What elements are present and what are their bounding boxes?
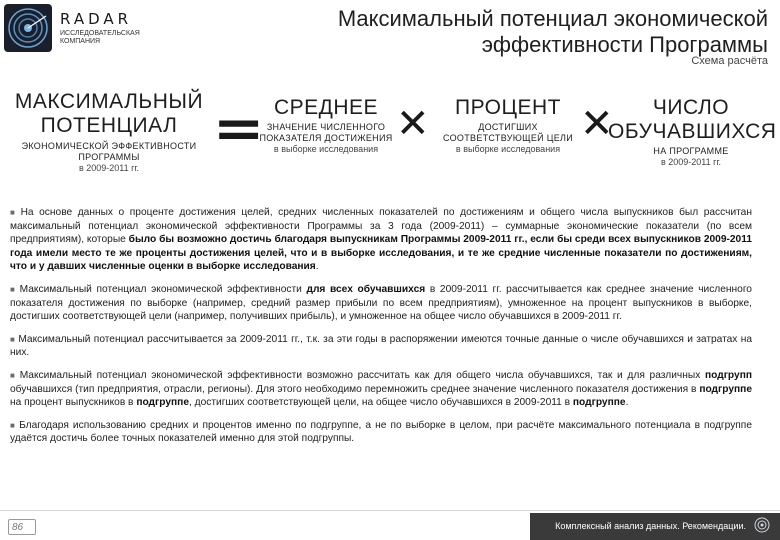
term-period: в 2009-2011 гг. bbox=[78, 163, 140, 173]
formula-term-max-potential bbox=[4, 90, 214, 174]
bullet-icon: ■ bbox=[10, 420, 17, 430]
bullet-icon: ■ bbox=[10, 334, 16, 344]
term-title: ПРОЦЕНТ bbox=[454, 96, 561, 119]
term-period: в выборке исследования bbox=[273, 144, 379, 154]
formula-term-percent bbox=[438, 96, 578, 155]
term-period: в выборке исследования bbox=[455, 144, 561, 154]
explanation-text bbox=[10, 206, 752, 455]
term-period: в 2009-2011 гг. bbox=[660, 157, 722, 167]
page-subtitle: Схема расчёта bbox=[691, 55, 768, 67]
paragraph-4: ■ Максимальный потенциал экономической эффективности возможно рассчитать как для общего числа обучавшихся, так и для различных подгрупп обучавшихся (тип предприятия, отрасли, регионы). Для этого необходимо перемножить среднее значение численного показателя достижения в подгруппе на процент выпускников в подгруппе, достигших соответствующей цели, на общее число обучавшихся в 2009-2011 в подгруппе. bbox=[10, 369, 752, 409]
term-title: МАКСИМАЛЬНЫЙ ПОТЕНЦИАЛ bbox=[14, 90, 204, 137]
equals-sign: = bbox=[212, 97, 265, 160]
term-title: СРЕДНЕЕ bbox=[273, 96, 379, 119]
paragraph-1: ■ На основе данных о проценте достижения целей, средних численных показателей по достижениям и общего числа выпускников был рассчитан максимальный потенциал экономической эффективности Программы за 3 года (2009-2011) – суммарные экономические показатели (по всем предприятиям), которые было бы возможно достичь благодаря выпускникам Программы 2009-2011 гг., если бы среди всех выпускников 2009-2011 года имели место те же проценты достижения целей, что и в выборке исследования, и те же средние численные показатели по достижениям, что и у давших численные оценки в выборке исследования. bbox=[10, 207, 752, 273]
term-description: НА ПРОГРАММЕ bbox=[653, 146, 729, 156]
page-title: Максимальный потенциал экономической эффективности Программы bbox=[337, 6, 768, 57]
footer-divider bbox=[0, 510, 780, 511]
paragraph-5: ■ Благодаря использованию средних и процентов именно по подгруппе, а не по выборке в целом, при расчёте максимального потенциала в подгруппе удаётся достичь более точных показателей именно для этой подгруппы. bbox=[10, 419, 752, 445]
term-description: ЭКОНОМИЧЕСКОЙ ЭФФЕКТИВНОСТИ ПРОГРАММЫ bbox=[21, 141, 197, 162]
page-number: 86 bbox=[8, 519, 36, 535]
bullet-icon: ■ bbox=[10, 370, 17, 380]
term-description: ЗНАЧЕНИЕ ЧИСЛЕННОГО ПОКАЗАТЕЛЯ ДОСТИЖЕНИЯ bbox=[259, 122, 393, 143]
term-description: ДОСТИГШИХ СООТВЕТСТВУЮЩЕЙ ЦЕЛИ bbox=[443, 122, 573, 143]
calculation-formula bbox=[0, 90, 780, 200]
radar-logo-icon bbox=[4, 4, 52, 52]
paragraph-2: ■ Максимальный потенциал экономической эффективности для всех обучавшихся в 2009-2011 гг. рассчитывается как среднее значение численного показателя достижения по выборке (например, средний размер прибыли по всем предприятиям), умноженное на процент выпускников в выборке, достигших соответствующей цели (например, получивших прибыль), и умноженное на общее число обучавшихся в 2009-2011 гг. bbox=[10, 283, 752, 323]
formula-term-students bbox=[608, 96, 777, 168]
logo-wordmark: RADAR bbox=[60, 10, 133, 28]
formula-term-average bbox=[256, 96, 396, 155]
radar-logo-icon bbox=[754, 517, 770, 533]
bullet-icon: ■ bbox=[10, 284, 17, 294]
bullet-icon: ■ bbox=[10, 208, 18, 217]
multiply-sign: ✕ bbox=[580, 101, 614, 147]
term-title: ЧИСЛО ОБУЧАВШИХСЯ bbox=[608, 96, 777, 143]
paragraph-3: ■ Максимальный потенциал рассчитывается за 2009-2011 гг., т.к. за эти годы в распоряжении имеются точные данные о числе обучавшихся и затратах на них. bbox=[10, 333, 752, 359]
footer-caption: Комплексный анализ данных. Рекомендации. bbox=[555, 521, 746, 531]
multiply-sign: ✕ bbox=[396, 101, 430, 147]
logo-subtitle: ИССЛЕДОВАТЕЛЬСКАЯ КОМПАНИЯ bbox=[60, 30, 140, 45]
company-logo bbox=[4, 4, 204, 52]
